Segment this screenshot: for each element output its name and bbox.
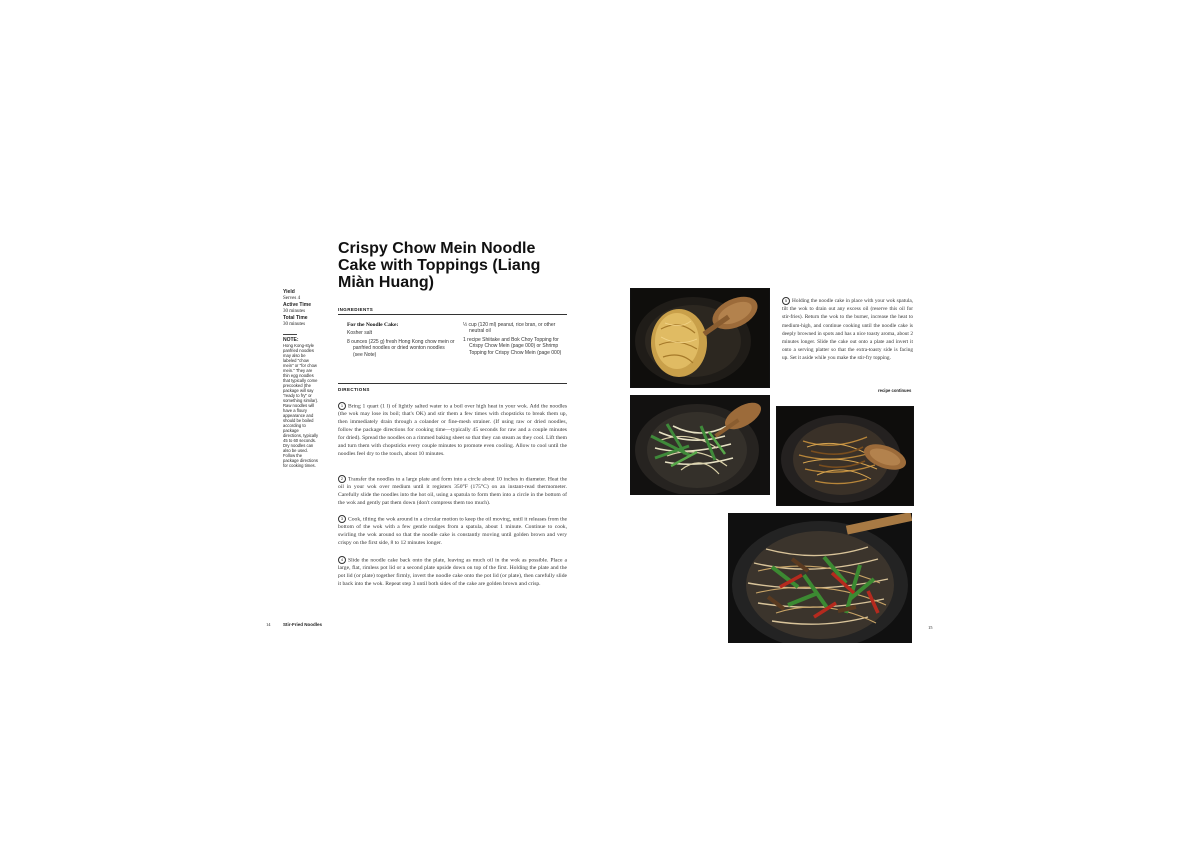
noodle-cake-in-wok-photo <box>630 288 770 388</box>
running-head: Stir-Fried Noodles <box>283 622 323 627</box>
note-label: NOTE: <box>283 336 299 343</box>
step-text: Slide the noodle cake back onto the plate, leaving as much oil in the wok as possible. Place a large, flat, rimless pot lid or a second plate upside down on top of the first. Holding the plate and the pot lid (or plate) together firmly, invert the noodle cake onto the pot lid (or plate), then carefully slide it back into the wok. Repeat step 3 until both sides of the cake are golden brown and crisp. <box>338 557 567 587</box>
left-page-number: 14 <box>266 622 271 627</box>
direction-step-3 <box>338 515 567 548</box>
step-number: 3 <box>338 515 346 523</box>
finished-dish-photo <box>728 513 912 643</box>
ingredient-item: 8 ounces (225 g) fresh Hong Kong chow mein or panfried noodles or dried wonton noodles (see Note) <box>347 338 455 358</box>
sidebar-divider <box>283 334 297 335</box>
direction-step-4 <box>338 556 567 589</box>
ingredient-item: Kosher salt <box>347 330 373 337</box>
stir-fry-illustration <box>631 396 769 494</box>
step-number: 1 <box>338 402 346 410</box>
recipe-continues-label: recipe continues <box>878 388 912 393</box>
step-number: 5 <box>782 297 790 305</box>
directions-rule <box>338 383 567 384</box>
direction-step-2 <box>338 475 567 508</box>
ingredient-item: ½ cup (120 ml) peanut, rice bran, or other neutral oil <box>463 322 556 335</box>
stir-fry-vegetables-photo <box>630 395 770 495</box>
step-text: Cook, tilting the wok around in a circular motion to keep the oil moving, until it releases from the bottom of the wok with a few gentle nudges from a spatula, about 1 minute. Continue to cook, swirling the wok around so that the noodle cake is constantly moving until golden brown and very crispy on the first side, 8 to 12 minutes longer. <box>338 516 567 546</box>
ingredients-right-column <box>463 322 567 358</box>
finished-dish-illustration <box>728 513 912 643</box>
total-time-value: 30 minutes <box>283 321 306 327</box>
toasted-noodles-photo <box>776 406 914 506</box>
toasted-noodles-illustration <box>777 407 913 505</box>
step-text: Holding the noodle cake in place with your wok spatula, tilt the wok to drain out any excess oil (reserve this oil for stir-fries). Return the wok to the burner, increase the heat to medium-high, and continue cooking until the noodle cake is deeply browned in spots and has a nice toasty aroma, about 2 minutes longer. Slide the cake out onto a plate and invert it onto a serving platter so that the extra-toasty side is facing up. Set it aside while you make the stir-fry topping. <box>782 298 913 361</box>
yield-label: Yield <box>283 289 295 295</box>
noodle-cake-subheading: For the Noodle Cake: <box>347 322 399 328</box>
step-number: 4 <box>338 556 346 564</box>
step-number: 2 <box>338 475 346 483</box>
direction-step-1 <box>338 402 567 459</box>
ingredients-left-column <box>347 322 455 360</box>
recipe-sidebar <box>283 290 319 468</box>
direction-step-5 <box>782 297 913 362</box>
ingredients-rule <box>338 314 567 315</box>
total-time-label: Total Time <box>283 315 308 322</box>
ingredients-heading: INGREDIENTS <box>338 307 374 312</box>
directions-heading: DIRECTIONS <box>338 387 370 392</box>
step-text: Transfer the noodles to a large plate and form into a circle about 10 inches in diameter. Heat the oil in your wok over medium until it registers 350°F (175°C) on an instant-read thermometer. Carefully slide the noodles into the hot oil, using a spatula to form them into a circle in the bottom of the wok and gently pat them down (don't compress them too much). <box>338 476 567 506</box>
step-text: Bring 1 quart (1 l) of lightly salted water to a boil over high heat in your wok. Add the noodles (the wok may lose its boil; that's OK) and stir them a few times with chopsticks to break them up, then immediately drain through a colander or fine-mesh strainer. (If using raw or dried noodles, follow the package directions for cooking time—typically 45 seconds for raw and a couple minutes for dried). Spread the noodles on a rimmed baking sheet so that they can steam as they cool. Lift them and turn them with chopsticks every couple minutes to promote even cooling. Allow to cool until the noodles feel dry to the touch, about 10 minutes. <box>338 403 567 457</box>
yield-value: Serves 4 <box>283 295 301 301</box>
active-time-value: 30 minutes <box>283 308 306 314</box>
note-text: Hong Kong-style panfried noodles may also be labeled "chow mein" or "for chow mein." They are thin egg noodles that typically come precooked (the package will say "ready to fry" or something similar). Raw noodles will have a floury appearance and should be boiled according to package directions, typically 45 to 60 seconds. Dry noodles can also be used. Follow the package directions for cooking times. <box>283 343 319 469</box>
noodle-cake-illustration <box>631 289 769 387</box>
active-time-label: Active Time <box>283 302 311 309</box>
right-page-number: 15 <box>928 625 933 630</box>
recipe-title: Crispy Chow Mein Noodle Cake with Toppings (Liang Miàn Huang) <box>338 240 541 291</box>
ingredient-item: 1 recipe Shiitake and Bok Choy Topping for Crispy Chow Mein (page 000) or Shrimp Topping for Crispy Chow Mein (page 000) <box>463 336 562 356</box>
